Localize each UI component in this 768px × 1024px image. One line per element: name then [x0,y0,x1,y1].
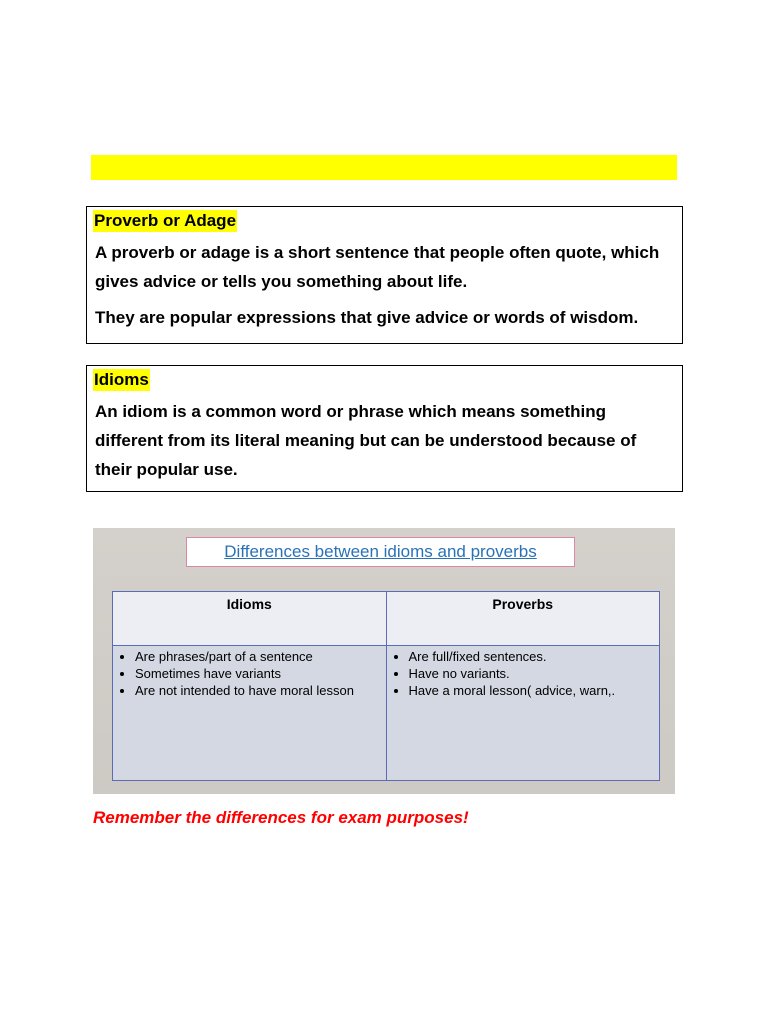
list-item: • Are not intended to have moral lesson [135,682,386,699]
list-item: • Are full/fixed sentences. [409,648,660,665]
yellow-highlight-bar [91,155,677,180]
differences-slide-image [93,528,675,794]
idioms-definition: An idiom is a common word or phrase which means something different from its literal meaning but can be understood because of their popular use. [95,402,637,479]
slide-title: Differences between idioms and proverbs [186,537,575,567]
proverb-definition-box [86,206,683,344]
exam-reminder-note: Remember the differences for exam purposes! [93,808,469,827]
table-header-row [113,592,660,646]
table-row [113,646,660,781]
proverb-definition: A proverb or adage is a short sentence that people often quote, which gives advice or tells you something about life. [95,243,660,291]
proverbs-points-list [387,648,660,699]
idioms-heading: Idioms [94,370,149,389]
proverb-heading: Proverb or Adage [94,211,237,230]
proverbs-cell [386,646,660,781]
idioms-points-list [113,648,386,699]
differences-table [112,591,660,781]
list-item: • Have a moral lesson( advice, warn,. [409,682,660,699]
idioms-cell [113,646,387,781]
list-item: • Have no variants. [409,665,660,682]
column-header-idioms: Idioms [113,592,387,646]
idioms-definition-box [86,365,683,492]
proverb-description: They are popular expressions that give advice or words of wisdom. [95,308,639,327]
column-header-proverbs: Proverbs [386,592,660,646]
list-item: • Sometimes have variants [135,665,386,682]
list-item: • Are phrases/part of a sentence [135,648,386,665]
